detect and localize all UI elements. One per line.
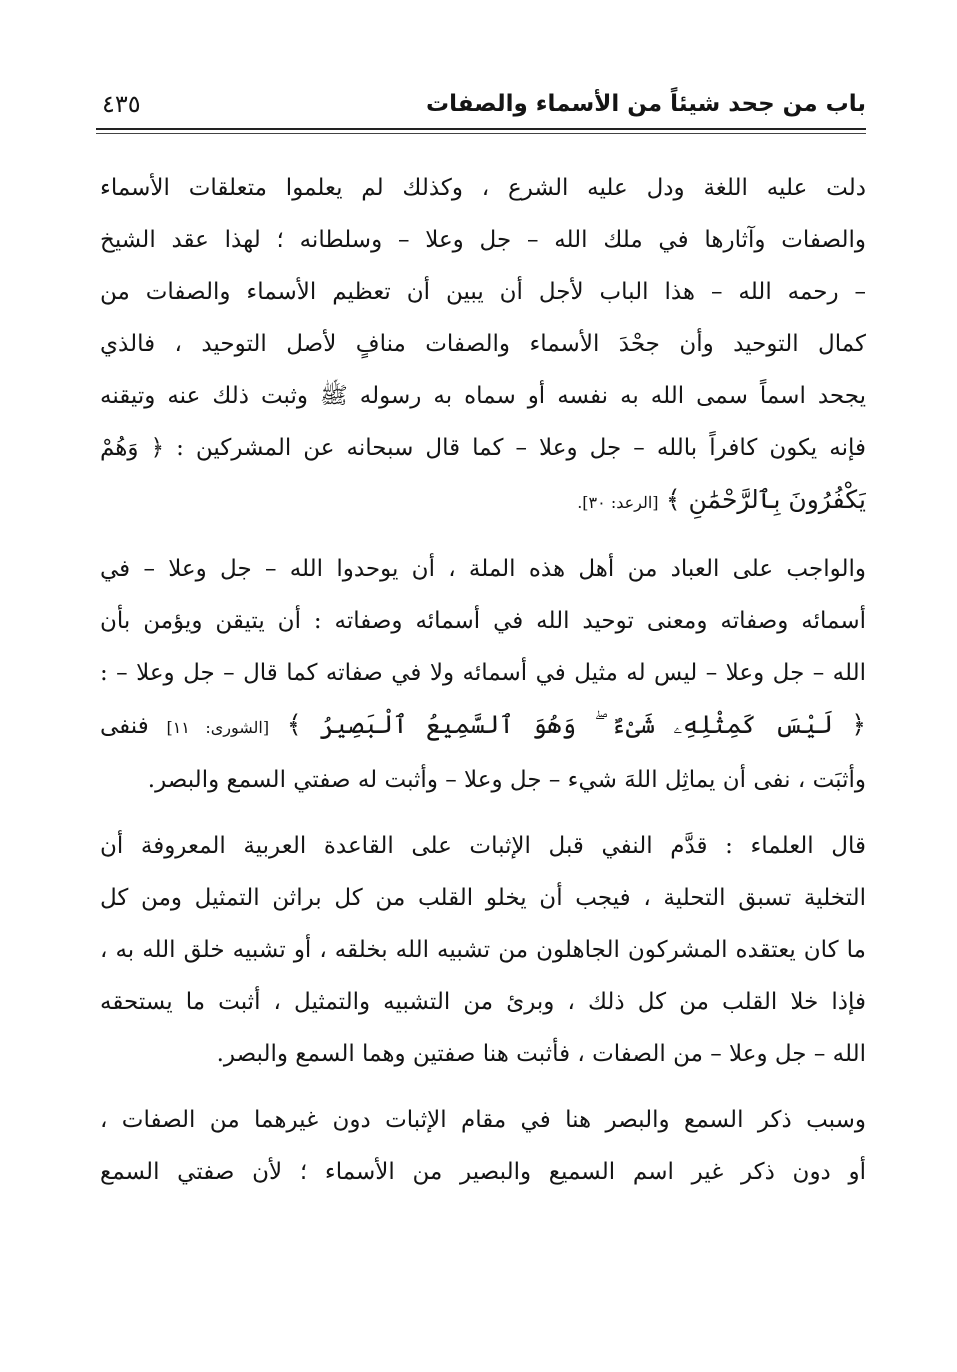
- text-line: التخلية تسبق التحلية ، فيجب أن يخلو القلب من كل براثن التمثيل ومن كل: [100, 885, 866, 911]
- text-line: أسمائه وصفاته ومعنى توحيد الله في أسمائه وصفاته : أن يتيقن ويؤمن بأن: [100, 608, 866, 634]
- text-line: فإذا خلا القلب من كل ذلك ، وبرئ من التشبيه والتمثيل ، أثبت ما يستحقه: [100, 989, 866, 1015]
- paragraph: [100, 162, 866, 529]
- paragraph: [100, 543, 866, 806]
- text-line: دلت عليه اللغة ودل عليه الشرع ، وكذلك لم يعلموا متعلقات الأسماء: [100, 175, 866, 201]
- text-line: ما كان يعتقده المشركون الجاهلون من تشبيه الله بخلقه ، أو تشبيه خلق الله به ،: [100, 937, 866, 963]
- verse-citation: [الشورى: ١١]: [166, 718, 270, 737]
- running-title: باب من جحد شيئاً من الأسماء والصفات: [426, 91, 866, 117]
- text-fragment: فنفى: [100, 713, 149, 739]
- quran-verse: ﴿ لَيْسَ كَمِثْلِهِۦ شَىْءٌ ۖ وَهُوَ ٱلسَّمِيعُ ٱلْبَصِيرُ ﴾: [286, 710, 866, 739]
- text-line: وأثبَت ، نفى أن يماثِل اللهَ شيء – جل وعلا – وأثبت له صفتي السمع والبصر.: [147, 767, 866, 793]
- text-line: [100, 474, 866, 529]
- text-line: أو دون ذكر غير اسم السميع والبصير من الأسماء ؛ لأن صفتي السمع: [100, 1159, 866, 1185]
- text-line: قال العلماء : قدَّم النفي قبل الإثبات على القاعدة العربية المعروفة أن: [100, 833, 866, 859]
- paragraph: [100, 1094, 866, 1198]
- text-line: الله – جل وعلا – من الصفات ، فأثبت هنا صفتين وهما السمع والبصر.: [216, 1041, 866, 1067]
- quran-verse: يَكْفُرُونَ بِٱلرَّحْمَٰنِ ﴾: [665, 485, 866, 514]
- text-line: كمال التوحيد وأن جحْدَ الأسماء والصفات منافٍ لأصل التوحيد ، فالذي: [100, 331, 866, 357]
- text-line: الله – جل وعلا – ليس له مثيل في أسمائه ولا في صفاته كما قال – جل وعلا – :: [100, 660, 866, 686]
- page-number: ٤٣٥: [102, 90, 141, 118]
- text-line: يجحد اسماً سمى الله به نفسه أو سماه به رسوله ﷺ وثبت ذلك عنه وتيقنه: [100, 383, 866, 409]
- verse-citation: [الرعد: ٣٠].: [577, 493, 659, 512]
- paragraph: [100, 820, 866, 1080]
- page-header: [96, 84, 866, 124]
- text-line: [100, 699, 866, 754]
- header-rule-thin: [96, 133, 866, 134]
- page-body: [100, 162, 866, 1362]
- text-line: والواجب على العباد من أهل هذه الملة ، أن يوحدوا الله – جل وعلا – في: [100, 556, 866, 582]
- text-line: وسبب ذكر السمع والبصر هنا في مقام الإثبات دون غيرهما من الصفات ،: [100, 1107, 866, 1133]
- text-line: فإنه يكون كافراً بالله – جل وعلا – كما قال سبحانه عن المشركين : ﴿ وَهُمْ: [100, 435, 866, 461]
- text-line: والصفات وآثارها في ملك الله – جل وعلا – وسلطانه ؛ لهذا عقد الشيخ: [100, 227, 866, 253]
- header-rule: [96, 128, 866, 130]
- text-line: – رحمه الله – هذا الباب لأجل أن يبين أن تعظيم الأسماء والصفات من: [100, 279, 866, 305]
